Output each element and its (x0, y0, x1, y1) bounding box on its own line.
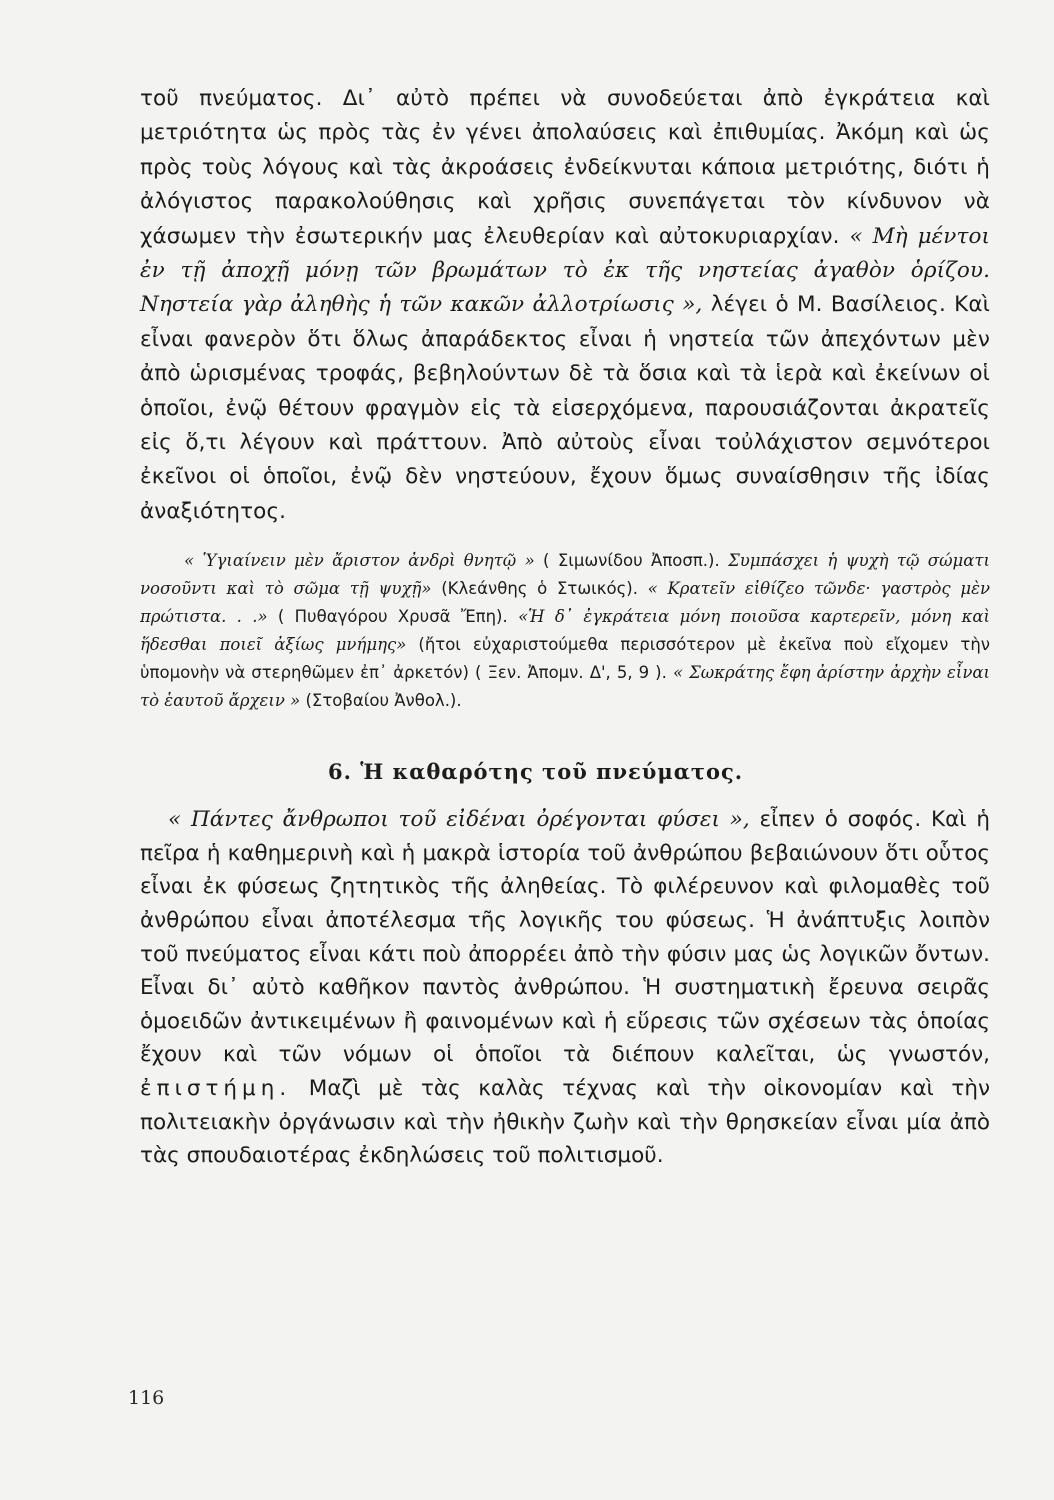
section-heading: 6. Ἡ καθαρότης τοῦ πνεύματος. (328, 759, 744, 785)
footnote-quote: « Σωκράτης ἔφη ἀρίστην ἀρχὴν εἶναι τὸ ἑαυτοῦ ἄρχειν » (140, 663, 990, 711)
page-body (140, 82, 990, 1173)
footnote-quote: «Ἡ δ᾽ ἐγκράτεια μόνη ποιοῦσα καρτερεῖν, μόνη καὶ ἥδεσθαι ποιεῖ ἀξίως μνήμης» (140, 607, 991, 655)
spaced-term: ἐπιστήμη. (140, 1076, 292, 1102)
footnote-quote: « Κρατεῖν εἰθίζεο τῶνδε· γαστρὸς μὲν πρώτιστα. . .» (140, 579, 990, 627)
paragraph-text: εἶπεν ὁ σοφός. Καὶ ἡ πεῖρα ἡ καθημερινὴ καὶ ἡ μακρὰ ἱστορία τοῦ ἀνθρώπου βεβαιώνουν ὅτι οὗτος εἶναι ἐκ φύσεως ζητητικὸς τῆς ἀληθείας. Τὸ φιλέρευνον καὶ φιλομαθὲς τοῦ ἀνθρώπου εἶναι ἀποτέλεσμα τῆς λογικῆς του φύσεως. Ἡ ἀνάπτυξις λοιπὸν τοῦ πνεύματος εἶναι κάτι ποὺ ἀπορρέει ἀπὸ τὴν φύσιν μας ὡς λογικῶν ὄντων. Εἶναι δι᾽ αὐτὸ καθῆκον παντὸς ἀνθρώπου. Ἡ συστηματικὴ ἔρευνα σειρᾶς ὁμοειδῶν ἀντικειμένων ἢ φαινομένων καὶ ἡ εὕρεσις τῶν σχέσεων τὰς ὁποίας ἔχουν καὶ τῶν νόμων οἱ ὁποῖοι τὰ διέπουν καλεῖται, ὡς γνωστόν, (140, 807, 990, 1068)
footnote-source: ( Σιμωνίδου Ἀποσπ.). (534, 551, 729, 571)
paragraph-temperance (140, 82, 990, 529)
footnote-quote: Συμπάσχει ἡ ψυχὴ τῷ σώματι νοσοῦντι καὶ τὸ σῶμα τῇ ψυχῇ» (140, 551, 990, 599)
footnote-source: ( Πυθαγόρου Χρυσᾶ Ἔπη). (267, 607, 519, 627)
quote-aristotle: « Πάντες ἄνθρωποι τοῦ εἰδέναι ὀρέγονται φύσει », (168, 807, 750, 833)
paragraph-purity (140, 803, 990, 1173)
footnote-source: (Κλεάνθης ὁ Στωικός). (431, 579, 648, 599)
footnote-quote: « Ὑγιαίνειν μὲν ἄριστον ἀνδρὶ θνητῷ » (184, 551, 535, 571)
footnote-source: (Στοβαίου Ἀνθολ.). (300, 691, 462, 711)
paragraph-text: τοῦ πνεύματος. Δι᾽ αὐτὸ πρέπει νὰ συνοδεύεται ἀπὸ ἐγκράτεια καὶ μετριότητα ὡς πρὸς τὰς ἐν γένει ἀπολαύσεις καὶ ἐπιθυμίας. Ἀκόμη καὶ ὡς πρὸς τοὺς λόγους καὶ τὰς ἀκροάσεις ἐνδείκνυται κάποια μετριότης, διότι ἡ ἀλόγιστος παρακολούθησις καὶ χρῆσις συνεπάγεται τὸν κίνδυνον νὰ χάσωμεν τὴν ἐσωτερικήν μας ἐλευθερίαν καὶ αὐτοκυριαρχίαν. (140, 86, 990, 249)
footnote-source: (ἤτοι εὐχαριστούμεθα περισσότερον μὲ ἐκεῖνα ποὺ εἴχομεν τὴν ὑπομονὴν νὰ στερηθῶμεν ἐπ᾽ ἀρκετόν) ( Ξεν. Ἀπομν. Δ', 5, 9 ). (140, 635, 990, 683)
paragraph-text-continued: λέγει ὁ Μ. Βασίλειος. Καὶ εἶναι φανερὸν ὅτι ὅλως ἀπαράδεκτος εἶναι ἡ νηστεία τῶν ἀπεχόντων μὲν ἀπὸ ὡρισμένας τροφάς, βεβηλούντων δὲ τὰ ὅσια καὶ τὰ ἱερὰ καὶ ἐκείνων οἱ ὁποῖοι, ἐνῷ θέτουν φραγμὸν εἰς τὰ εἰσερχόμενα, παρουσιάζονται ἀκρατεῖς εἰς ὅ,τι λέγουν καὶ πράττουν. Ἀπὸ αὐτοὺς εἶναι τοὐλάχιστον σεμνότεροι ἐκεῖνοι οἱ ὁποῖοι, ἐνῷ δὲν νηστεύουν, ἔχουν ὅμως συναίσθησιν τῆς ἰδίας ἀναξιότητος. (140, 292, 990, 524)
footnote-quotes (140, 547, 990, 715)
quote-basil: « Μὴ μέντοι ἐν τῇ ἀποχῇ μόνῃ τῶν βρωμάτων τὸ ἐκ τῆς νηστείας ἀγαθὸν ὁρίζου. Νηστεία γὰρ ἀληθὴς ἡ τῶν κακῶν ἀλλοτρίωσις », (140, 223, 991, 318)
page-number: 116 (128, 1387, 165, 1409)
paragraph-text-continued: Μαζὶ μὲ τὰς καλὰς τέχνας καὶ τὴν οἰκονομίαν καὶ τὴν πολιτειακὴν ὀργάνωσιν καὶ τὴν ἠθικὴν ζωὴν καὶ τὴν θρησκείαν εἶναι μία ἀπὸ τὰς σπουδαιοτέρας ἐκδηλώσεις τοῦ πολιτισμοῦ. (140, 1076, 990, 1169)
